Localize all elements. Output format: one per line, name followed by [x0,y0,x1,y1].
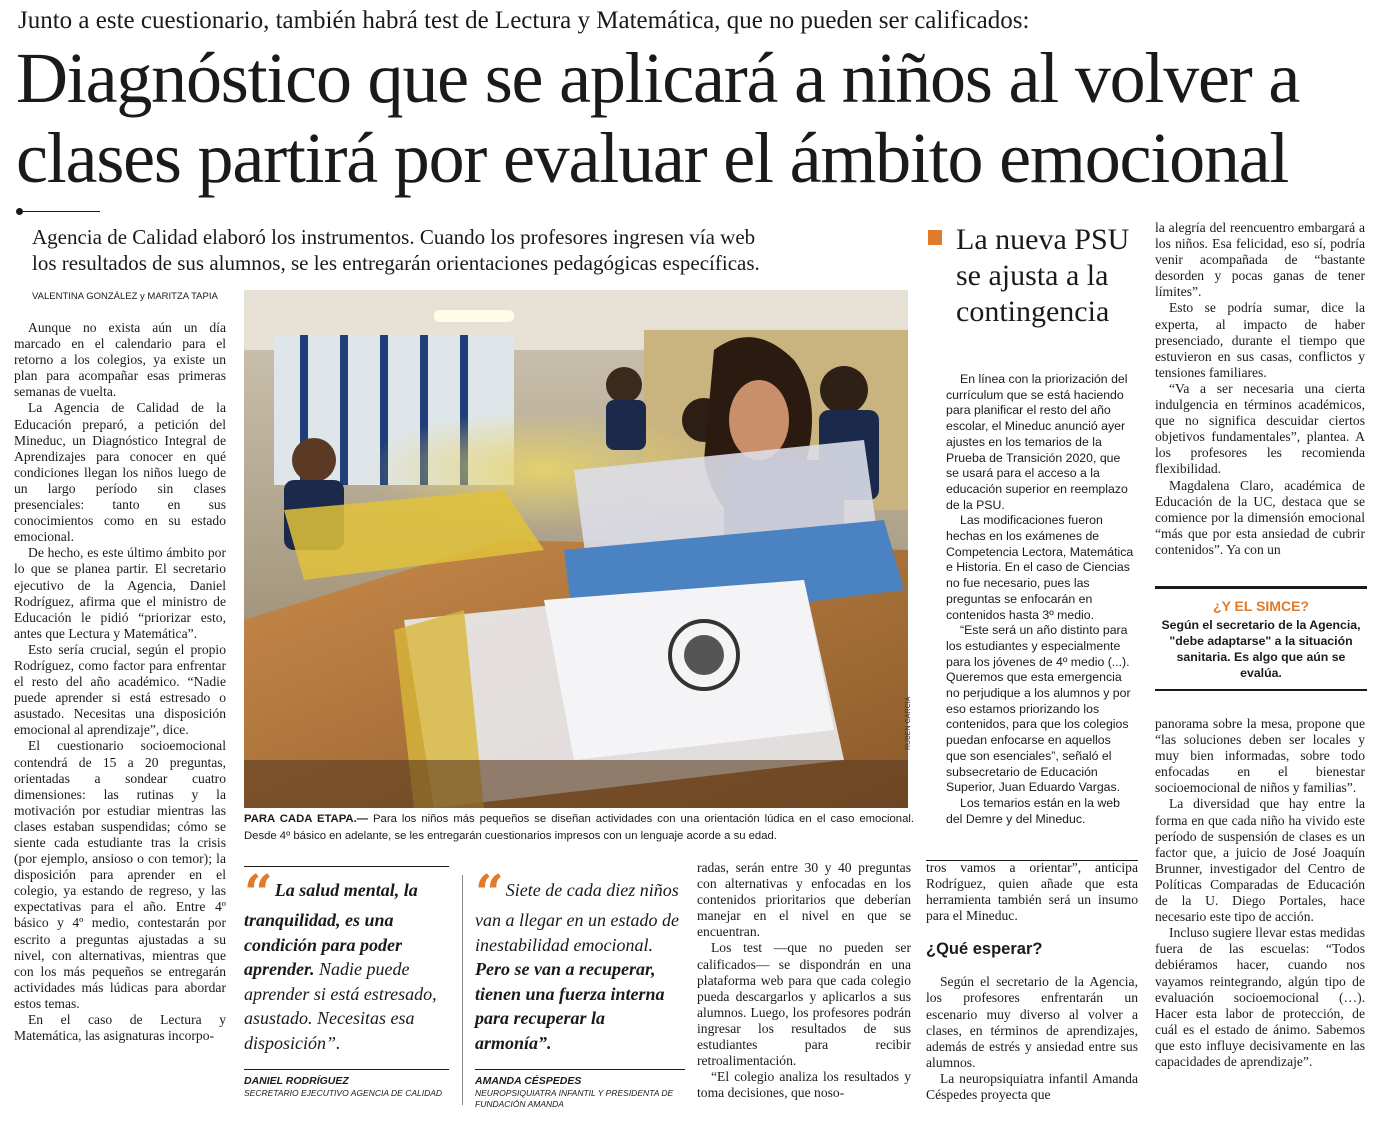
quote-separator [462,875,463,1105]
quote-author-role: NEUROPSIQUIATRA INFANTIL Y PRESIDENTA DE FUNDACIÓN AMANDA [475,1088,674,1109]
caption-text: Para los niños más pequeños se diseñan actividades con una orientación lúdica en el caso emocional. Desde 4º básico en adelante, se les entregarán cuestionarios impresos con un lenguaje acorde a su edad. [244,813,914,842]
quote-rule [475,1069,685,1070]
sidebar-square-icon [928,230,942,245]
headline: Diagnóstico que se aplicará a niños al volver a clases partirá por evaluar el ámbito emocional [16,38,1300,198]
subheading: ¿Qué esperar? [926,940,1043,959]
quote-author: AMANDA CÉSPEDES [475,1075,582,1087]
quote-text: Siete de cada diez niños van a llegar en un estado de inestabilidad emocional. [475,880,679,955]
paragraph: La diversidad que hay entre la forma en que cada niño ha vivido este período de suspensión de clases es un factor que, a juicio de José Joaquín Brunner, investigador del Centro de Políticas Comparadas de Educación de la U. Diego Portales, hace necesario este tipo de acción. [1155,796,1365,925]
quote-mark-icon: “ [475,863,500,922]
paragraph: La neuropsiquiatra infantil Amanda Céspedes proyecta que [926,1070,1138,1103]
paragraph: El cuestionario socioemocional contendrá de 15 a 20 preguntas, orientadas a sondear cuatro dimensiones: las rutinas y la motivación por estudiar mientras las clases estaban suspendidas; cómo se siente cada estudiante tras la crisis (por ejemplo, ansioso o con temor); la disposición para aprender en el colegio, ya estando de regreso, y las expectativas para el año. Entre 4º básico y 4º medio, contestarán por escrito a preguntas ajustadas a su nivel, con alternativas, mientras que con los más pequeños se entregarán actividades más lúdicas para abordar estos temas. [14,738,226,1011]
quote-top-rule [244,866,449,867]
article-column-5-top [1155,220,1365,558]
sidebar-body [946,372,1134,827]
photo-caption [244,811,914,845]
article-column-3 [697,860,911,1101]
quote-author: DANIEL RODRÍGUEZ [244,1075,349,1087]
pull-quote-1 [244,863,449,1099]
quote-text: Nadie puede aprender si está estresado, asustado. Necesitas esa disposición”. [244,959,437,1053]
rule-line [22,211,100,212]
classroom-photo [244,290,908,808]
caption-lead: PARA CADA ETAPA.— [244,813,369,825]
article-column-4 [926,860,1138,1103]
simce-box [1155,586,1367,691]
paragraph: la alegría del reencuentro embargará a los niños. Esa felicidad, eso sí, podría venir acompañada de “bastante desorden y pocas ganas de tener límites”. [1155,220,1365,300]
deck: Agencia de Calidad elaboró los instrumentos. Cuando los profesores ingresen vía web los resultados de sus alumnos, se les entregarán orientaciones pedagógicas específicas. [32,225,760,275]
article-column-5-bottom [1155,716,1365,1070]
paragraph: panorama sobre la mesa, propone que “las soluciones deben ser locales y muy bien informadas, sobre todo enfocadas en el bienestar socioemocional de niños y familias”. [1155,716,1365,796]
quote-bold: Pero se van a recuperar, tienen una fuerza interna para recuperar la armonía”. [475,959,665,1053]
kicker: Junto a este cuestionario, también habrá test de Lectura y Matemática, que no pueden ser calificados: [18,7,1030,34]
paragraph: Magdalena Claro, académica de Educación de la UC, destaca que se comience por la dimensión emocional “más que por esta ansiedad de cubrir contenidos”. Ya con un [1155,477,1365,557]
paragraph: Los temarios están en la web del Demre y del Mineduc. [946,795,1120,826]
quote-author-role: SECRETARIO EJECUTIVO AGENCIA DE CALIDAD [244,1088,443,1098]
paragraph: Los test —que no pueden ser calificados— se dispondrán en una plataforma web para que cada colegio pueda descargarlos y aplicarlos a sus alumnos. Luego, los profesores podrán ingresar los resultados de sus estudiantes para recibir retroalimentación. [697,940,911,1069]
classroom-illustration [244,290,908,808]
paragraph: “Este será un año distinto para los estudiantes y especialmente para los jóvenes de 4º medio (...). Queremos que esta emergencia no perjudique a los alumnos y por eso estamos priorizando los contenidos, para que los colegios puedan enfocarse en aquellos que son esenciales”, señaló el subsecretario de Educación Superior, Juan Eduardo Vargas. [946,623,1131,795]
paragraph: “Va a ser necesaria una cierta indulgencia en términos académicos, que no significa descuidar ciertos objetivos fundamentales”, plantea. A los profesores les recomienda flexibilidad. [1155,380,1365,477]
paragraph: De hecho, es este último ámbito por lo que se planea partir. El secretario ejecutivo de la Agencia, Daniel Rodríguez, afirma que el ministro de Educación le pidió “priorizar esto, antes que Lectura y Matemática”. [14,545,226,641]
simce-top-rule [1155,586,1367,589]
paragraph: Según el secretario de la Agencia, los profesores enfrentarán un escenario muy diverso al volver a clases, en términos de aprendizajes, además de estrés y ansiedad entre sus alumnos. [926,974,1138,1070]
sidebar-title: La nueva PSU se ajusta a la contingencia [956,223,1130,328]
paragraph: “El colegio analiza los resultados y toma decisiones, que noso- [697,1069,911,1101]
paragraph: En línea con la priorización del currículum que se está haciendo para planificar el resto del año escolar, el Mineduc anunció ayer ajustes en los temarios de la Prueba de Transición 2020, que se usará para el acceso a la educación superior en reemplazo de la PSU. [946,372,1128,512]
quote-bold: La salud mental, la tranquilidad, es una condición para poder aprender. [244,880,418,979]
paragraph: Esto se podría sumar, dice la experta, al impacto de haber presenciado, durante el tiempo que estuvieron en sus casas, conflictos y tensiones familiares. [1155,300,1365,380]
paragraph: tros vamos a orientar”, anticipa Rodríguez, quien añade que esta herramienta también será un insumo para el Mineduc. [926,860,1138,924]
byline: VALENTINA GONZÁLEZ y MARITZA TAPIA [32,291,218,302]
quote-rule [244,1069,449,1070]
article-column-1 [14,320,226,1120]
simce-body: Según el secretario de la Agencia, "debe adaptarse" a la situación sanitaria. Es algo que aún se evalúa. [1161,618,1361,680]
simce-bottom-rule [1155,689,1367,691]
paragraph: Incluso sugiere llevar estas medidas fuera de las escuelas: “Todos debiéramos hacer, cuando nos vayamos reintegrando, algún tipo de evaluación socioemocional (…). Hacer esta labor de protección, de cuál es el estado de ánimo. Sabemos que esto influye decisivamente en las capacidades de aprendizaje”. [1155,925,1365,1069]
paragraph: radas, serán entre 30 y 40 preguntas con alternativas y enfocadas en los contenidos prioritarios que deberían manejar en el nivel en que se encuentran. [697,860,911,940]
paragraph: La Agencia de Calidad de la Educación preparó, a petición del Mineduc, un Diagnóstico Integral de Aprendizajes para conocer en qué condiciones llegan los niños luego de un largo período sin clases presenciales: tanto en sus conocimientos como en su estado emocional. [14,400,226,545]
paragraph: Aunque no exista aún un día marcado en el calendario para el retorno a los colegios, ya existe un plan para acompañar esas primeras semanas de vuelta. [14,320,226,400]
paragraph: En el caso de Lectura y Matemática, las asignaturas incorpo- [14,1012,226,1044]
photo-credit: RUBÉN GARCÍA [905,696,912,750]
paragraph: Las modificaciones fueron hechas en los exámenes de Competencia Lectora, Matemática e Historia. En el caso de Ciencias no fue necesario, pues las preguntas se enfocarán en contenidos hasta 3º medio. [946,513,1134,622]
quote-mark-icon: “ [244,863,269,922]
paragraph: Esto sería crucial, según el propio Rodríguez, como factor para enfrentar el resto del año académico. “Nadie puede aprender si está estresado o asustado. Necesitas una disposición emocional al aprendizaje”, dice. [14,641,226,738]
simce-title: ¿Y EL SIMCE? [1213,598,1309,614]
pull-quote-2 [475,863,685,1109]
